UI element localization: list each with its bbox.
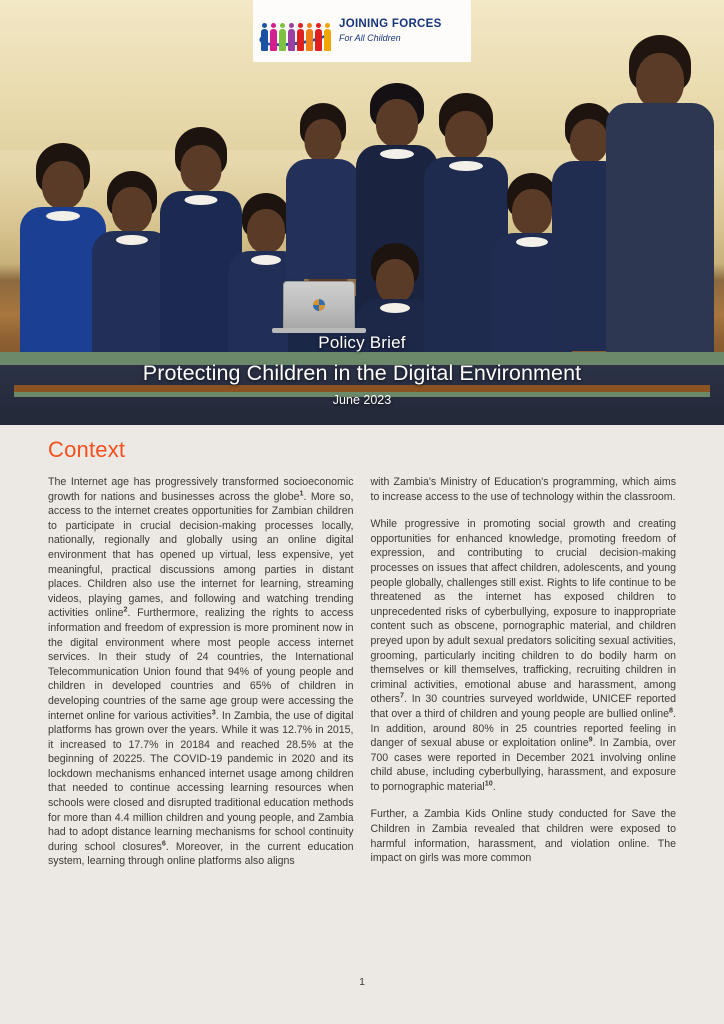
paragraph: Further, a Zambia Kids Online study conducted for Save the Children in Zambia revealed that children were exposed to harmful information, harassment, and violation online. The impact on girls was more common (370, 808, 676, 865)
joining-forces-figures-icon (259, 9, 333, 53)
paragraph: The Internet age has progressively transformed socioeconomic growth for nations and businesses across the globe$^1$. More so, access to the internet creates opportunities for Zambian children to participate in crucial decision-making processes locally, nationally, regionally and globally using an online digital environment that has opened up virtual, less expensive, yet meaningful, practical discussions among parties in distant places. Children also use the internet for learning, streaming videos, playing games, and following and watching trending activities online$^2$. Furthermore, realizing the rights to access information and freedom of expression is more prominent now in the digital environment where most people access internet services. In their study of 24 countries, the International Telecommunication Union found that 94% of young people and children in developed countries and 65% of children in developing countries of the same age group were accessing the internet online for various activities$^3$. In Zambia, the use of digital platforms has grown over the years. While it was 12.7% in 2015, it increased to 17.7% in 20184 and reached 28.5% at the beginning of 20225. The COVID-19 pandemic in 2020 and its lockdown mechanisms enhanced internet usage among children that needed to continue accessing learning resources when schools were closed and disrupted traditional education methods for more than 4.4 million children and young people, and Zambia had to adopt distance learning mechanisms for school continuity during school closures$^6$. Moreover, in the current education system, learning through online platforms also aligns (48, 476, 354, 868)
logo-subtitle: For All Children (339, 32, 401, 43)
cover-date: June 2023 (332, 392, 392, 407)
two-column-layout (48, 475, 676, 869)
right-column (371, 475, 677, 869)
laptop-logo-icon (313, 299, 325, 311)
cover-title: Protecting Children in the Digital Environment (142, 360, 582, 385)
cover-photo (0, 0, 724, 425)
joining-forces-logo (253, 0, 471, 62)
logo-title: JOINING FORCES (339, 18, 442, 31)
cover-title-block (0, 330, 724, 411)
document-body (0, 425, 724, 1024)
laptop-screen (283, 281, 355, 329)
page-number: 1 (359, 976, 365, 988)
paragraph: with Zambia's Ministry of Education's programming, which aims to increase access to the use of technology within the classroom. (370, 476, 676, 503)
page-title: Context (48, 437, 126, 462)
paragraph: While progressive in promoting social growth and creating opportunities for enhanced knowledge, promoting freedom of expression, and contributing to crucial decision-making processes on issues that affect children, adolescents, and young people globally, challenges still exist. Rights to life continue to be threatened as the internet has exposed children to unprecedented risks of cyberbullying, exposure to inappropriate content such as obscene, pornographic material, and children preyed upon by adult sexual predators soliciting sexual activities, grooming, particularly inciting children to do bodily harm on themselves or kill themselves, trafficking, recruiting children in criminal activities, emotional abuse and harassment, among others$^7$. In 30 countries surveyed worldwide, UNICEF reported that over a third of children and young people are bullied online$^8$. In addition, around 80% in 25 countries reported feeling in danger of sexual abuse or exploitation online$^9$. In Zambia, over 700 cases were reported in December 2021 involving online child abuse, including cyberbullying, harassment, and exposure to pornographic material$^{10}$. (370, 518, 676, 793)
cover-kicker: Policy Brief (318, 333, 406, 352)
left-column (48, 475, 354, 869)
